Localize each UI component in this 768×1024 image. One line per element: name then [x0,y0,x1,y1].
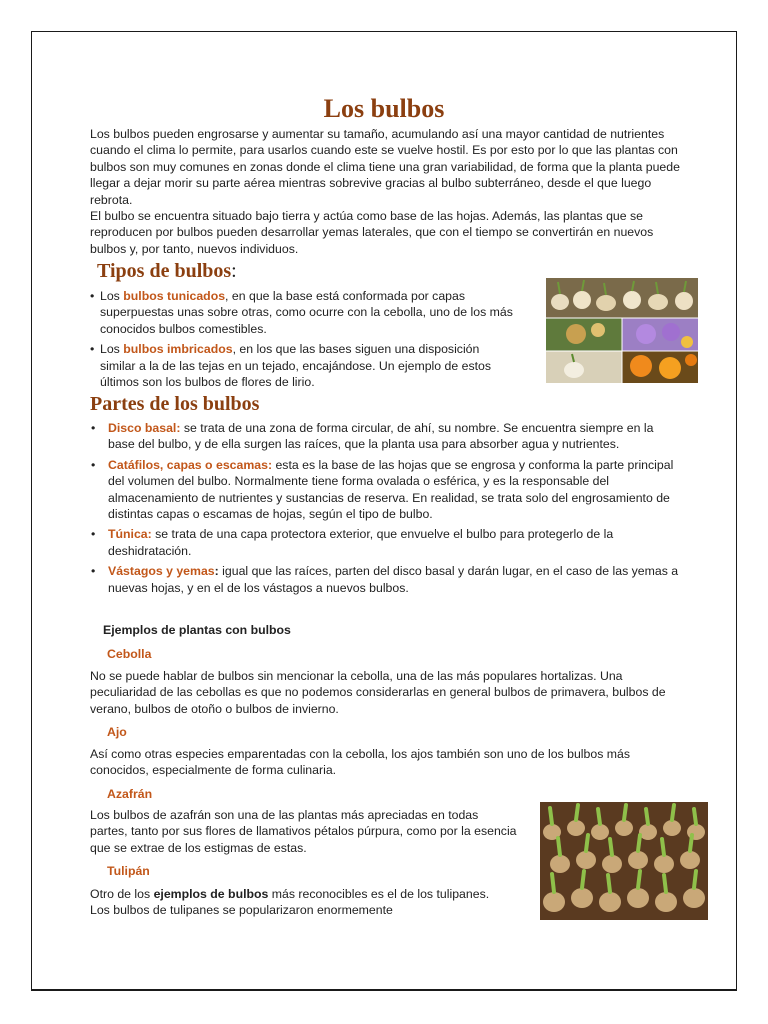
item-text: esta es la base de las hojas que se engrosa y conforma la parte principal del volumen del bulbo. Normalmente tiene forma ovalada o esférica, y es la responsable del almacenamiento de nutrientes y sustancias de reserva. En realidad, se trata solo del engrosamiento de distintas capas o escamas de hojas, según el tipo de bulbo. [108,457,674,522]
tipos-heading [97,260,237,283]
sprouting-bulbs-image [540,802,708,920]
tulipan-prefix: Otro de los [90,887,154,901]
tulipan-heading: Tulipán [107,864,150,878]
intro-paragraph-2: El bulbo se encuentra situado bajo tierra y actúa como base de las hojas. Además, las plantas que se reproducen por bulbos pueden desarrollar yemas laterales, que con el tiempo se convertirán en nuevos bulbos y, por tanto, nuevos individuos. [90,209,654,256]
bullet: • [90,342,95,357]
tipos-heading-text: Tipos de bulbos [97,260,232,282]
term-catafilos: Catáfilos, capas o escamas: [108,457,273,472]
cebolla-paragraph: No se puede hablar de bulbos sin mencionar la cebolla, una de las más populares hortalizas. Una peculiaridad de las cebollas es que no podemos considerarlas en general bulbos de primavera, bulbos de verano, bulbos de otoño o bulbos de invierno. [90,669,666,716]
item-prefix: Los [100,289,124,303]
ajo-heading: Ajo [107,725,127,739]
page-title: Los bulbos [323,94,445,123]
partes-list [91,420,682,596]
item-text: igual que las raíces, parten del disco basal y darán lugar, en el caso de las yemas a nuevas hojas, y en el de los vástagos a nuevos bulbos. [108,564,679,595]
list-item [91,420,682,453]
item-prefix: Los [100,342,124,357]
tulipan-paragraph [90,886,502,919]
bullet: • [91,564,96,579]
tulipan-text: más reconocibles es el de los tulipanes. Los bulbos de tulipanes se popularizaron enormemente [90,887,490,918]
item-text: se trata de una zona de forma circular, de ahí, su nombre. Se encuentra siempre en la base del bulbo, y de ella surgen las raíces, que la planta usa para absorber agua y nutrientes. [108,421,654,452]
term-vastagos-yemas: Vástagos y yemas [108,564,215,579]
list-item [91,563,682,596]
bullet: • [91,527,96,542]
bullet: • [90,289,95,303]
cebolla-heading: Cebolla [107,647,152,661]
term-colon: : [214,564,219,579]
tipos-list [90,288,536,390]
tulipan-bold-term: ejemplos de bulbos [153,887,269,901]
item-text: , en que la base está conformada por capas superpuestas unas sobre otras, como ocurre con la cebolla, uno de los más conocidos bulbos comestibles. [100,289,513,336]
tipos-heading-colon: : [231,260,237,282]
term-tunica: Túnica: [108,527,152,542]
azafran-heading: Azafrán [107,787,153,801]
ajo-paragraph: Así como otras especies emparentadas con la cebolla, los ajos también son uno de los bulbos más conocidos, especialmente de forma culinaria. [90,747,631,778]
item-text: se trata de una capa protectora exterior, que envuelve el bulbo para protegerlo de la deshidratación. [108,527,614,558]
azafran-paragraph: Los bulbos de azafrán son una de las plantas más apreciadas en todas partes, tanto por sus flores de llamativos pétalos púrpura, como por la esencia que se extrae de los estigmas de estas. [90,808,517,855]
term-bulbos-imbricados: bulbos imbricados [123,342,233,357]
list-item [91,457,682,523]
intro-paragraph-1: Los bulbos pueden engrosarse y aumentar su tamaño, acumulando así una mayor cantidad de nutrientes cuando el clima lo permite, para usarlos cuando este se vuelve hostil. Es por esto por lo que las plantas con bulbos son muy comunes en zonas donde el clima tiene una gran variabilidad, de forma que la planta puede llegar a dejar morir su parte aérea mientras sobrevive gracias al bulbo subterráneo, desde el que luego rebrota. [90,127,680,207]
bullet: • [91,421,96,435]
term-disco-basal: Disco basal: [108,421,181,435]
term-bulbos-tunicados: bulbos tunicados [123,289,226,303]
ejemplos-heading: Ejemplos de plantas con bulbos [103,623,291,637]
list-item [90,341,508,390]
bullet: • [91,457,96,472]
intro-section [90,126,682,257]
list-item [91,526,682,559]
bulbs-flowers-collage-image [546,278,698,383]
partes-heading: Partes de los bulbos [90,393,260,415]
document-page [31,31,737,991]
list-item [90,288,536,337]
item-text: , en los que las bases siguen una disposición similar a la de las tejas en un tejado, encajándose. Un ejemplo de estos últimos son los bulbos de flores de lirio. [100,342,492,390]
